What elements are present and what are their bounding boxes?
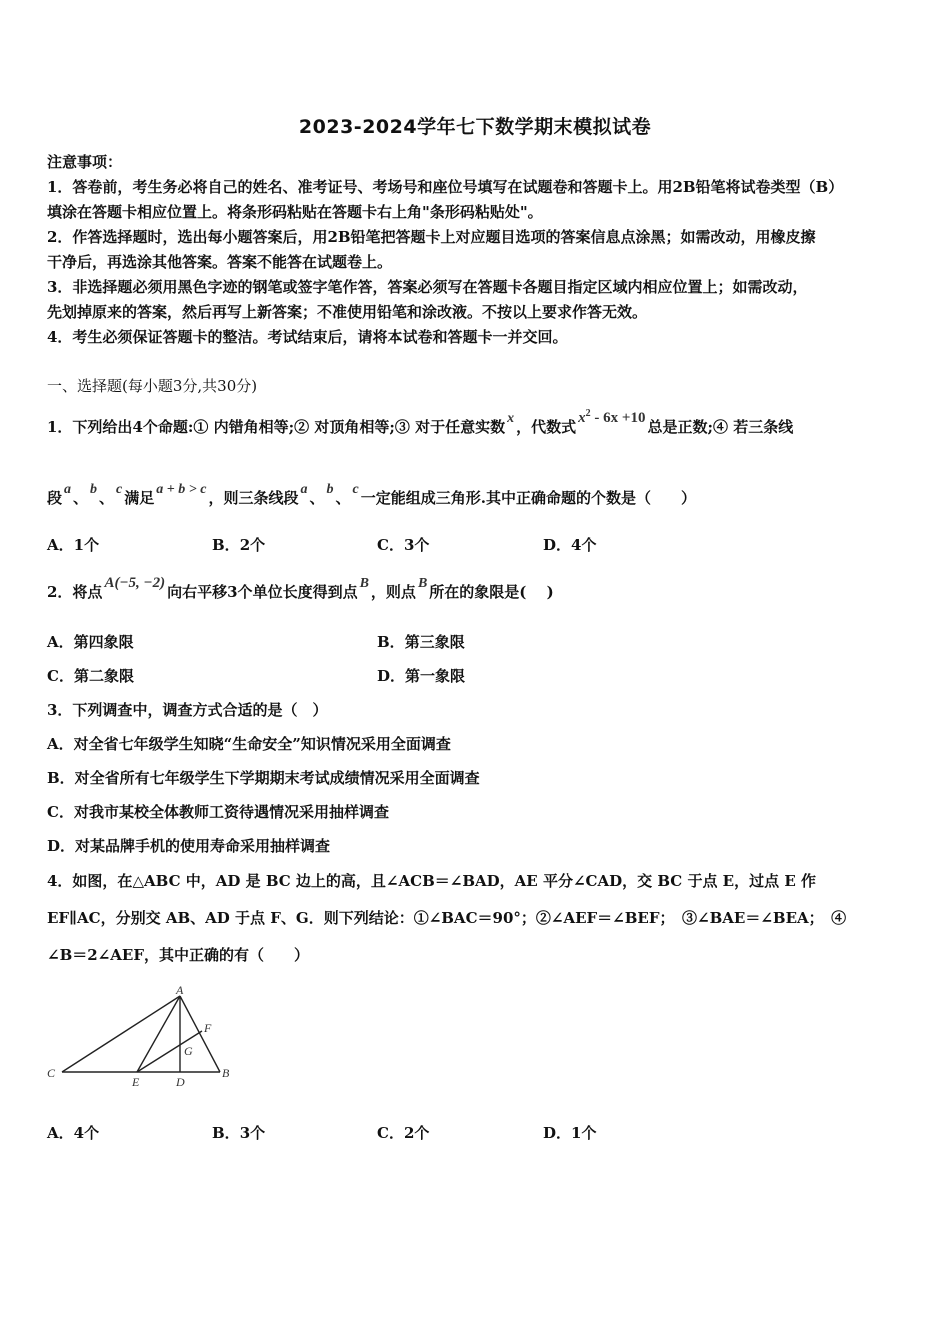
q2-text-1: 2．将点 xyxy=(47,583,103,601)
q3-option-d[interactable]: D．对某品牌手机的使用寿命采用抽样调查 xyxy=(47,837,331,855)
q2-point-a: A(−5, −2) xyxy=(104,575,166,591)
q1-sep: 、 xyxy=(309,489,325,507)
q1-expression: $x^2 - 6x +10$ xyxy=(578,408,646,426)
q1-var-c: c xyxy=(352,482,359,497)
q2-text-3: ，则点 xyxy=(370,583,416,601)
section-heading: 一、选择题(每小题3分,共30分) xyxy=(47,377,258,395)
label-f: F xyxy=(204,1021,212,1035)
q1-var-b: b xyxy=(90,482,98,497)
q1-text-4: 段 xyxy=(47,489,63,507)
q2-option-d[interactable]: D．第一象限 xyxy=(377,667,466,685)
q2-option-c[interactable]: C．第二象限 xyxy=(47,667,134,685)
notice-heading: 注意事项： xyxy=(47,153,123,171)
q2-point-b: B xyxy=(359,576,369,591)
q1-var-c: c xyxy=(116,482,123,497)
notice-line-5: 3．非选择题必须用黑色字迹的钢笔或签字笔作答，答案必须写在答题卡各题目指定区域内相应位置上；如需改动， xyxy=(47,278,808,296)
q3-option-a[interactable]: A．对全省七年级学生知晓“生命安全”知识情况采用全面调查 xyxy=(47,735,451,753)
q1-text-5: 满足 xyxy=(124,489,155,507)
label-g: G xyxy=(184,1044,193,1058)
q2-line xyxy=(47,575,554,604)
q4-line-3: ∠B＝2∠AEF，其中正确的有（ ） xyxy=(47,946,309,964)
q3-option-b[interactable]: B．对全省所有七年级学生下学期期末考试成绩情况采用全面调查 xyxy=(47,769,480,787)
notice-line-2: 填涂在答题卡相应位置上。将条形码粘贴在答题卡右上角"条形码粘贴处"。 xyxy=(47,203,543,221)
q4-line-1: 4．如图，在△ABC 中，AD 是 BC 边上的高，且∠ACB＝∠BAD，AE 平分∠CAD，交 BC 于点 E，过点 E 作 xyxy=(47,872,816,890)
q1-condition: a + b > c xyxy=(156,482,207,497)
q2-option-b[interactable]: B．第三象限 xyxy=(377,633,465,651)
q4-option-a[interactable]: A．4个 xyxy=(47,1124,100,1142)
q1-text-6: ，则三条线段 xyxy=(208,489,299,507)
segment-ae xyxy=(137,996,180,1072)
q2-text-2: 向右平移3个单位长度得到点 xyxy=(167,583,358,601)
q2-point-b: B xyxy=(417,576,428,591)
segment-ca xyxy=(62,996,180,1072)
q1-line-2 xyxy=(47,482,696,510)
q4-option-d[interactable]: D．1个 xyxy=(543,1124,597,1142)
label-a: A xyxy=(176,985,184,997)
segment-ab xyxy=(180,996,220,1072)
q4-option-b[interactable]: B．3个 xyxy=(212,1124,266,1142)
q4-option-c[interactable]: C．2个 xyxy=(377,1124,430,1142)
notice-line-7: 4．考生必须保证答题卡的整洁。考试结束后，请将本试卷和答题卡一并交回。 xyxy=(47,328,568,346)
q1-text-1: 1．下列给出4个命题:① 内错角相等;② 对顶角相等;③ 对于任意实数 xyxy=(47,418,506,436)
q2-text-4: 所在的象限是( ) xyxy=(429,583,554,601)
notice-line-4: 干净后，再选涂其他答案。答案不能答在试题卷上。 xyxy=(47,253,393,271)
label-b: B xyxy=(222,1066,230,1080)
notice-line-1: 1．答卷前，考生务必将自己的姓名、准考证号、考场号和座位号填写在试题卷和答题卡上。用2B铅笔将试卷类型（B） xyxy=(47,178,844,196)
q1-var-a: a xyxy=(64,482,72,497)
label-d: D xyxy=(176,1075,185,1089)
q1-var-a: a xyxy=(300,482,308,497)
label-e: E xyxy=(132,1075,140,1089)
q1-option-b[interactable]: B．2个 xyxy=(212,536,266,554)
notice-line-3: 2．作答选择题时，选出每小题答案后，用2B铅笔把答题卡上对应题目选项的答案信息点涂黑；如需改动，用橡皮擦 xyxy=(47,228,816,246)
q1-sep: 、 xyxy=(73,489,89,507)
q1-option-c[interactable]: C．3个 xyxy=(377,536,430,554)
q1-line-1 xyxy=(47,408,794,439)
notice-line-6: 先划掉原来的答案，然后再写上新答案；不准使用铅笔和涂改液。不按以上要求作答无效。 xyxy=(47,303,648,321)
label-c: C xyxy=(47,1066,56,1080)
q4-line-2: EF∥AC，分别交 AB、AD 于点 F、G．则下列结论：①∠BAC＝90°；②∠AEF＝∠BEF； ③∠BAE＝∠BEA； ④ xyxy=(47,909,847,927)
q1-text-7: 一定能组成三角形.其中正确命题的个数是（ ） xyxy=(360,489,696,507)
q2-option-a[interactable]: A．第四象限 xyxy=(47,633,134,651)
q1-option-a[interactable]: A．1个 xyxy=(47,536,100,554)
page-title: 2023-2024学年七下数学期末模拟试卷 xyxy=(298,116,652,138)
q3-option-c[interactable]: C．对我市某校全体教师工资待遇情况采用抽样调查 xyxy=(47,803,389,821)
q1-text-3: 总是正数;④ 若三条线 xyxy=(647,418,794,436)
q1-text-2: ，代数式 xyxy=(516,418,577,436)
q1-var-b: b xyxy=(326,482,334,497)
q1-sep: 、 xyxy=(335,489,351,507)
q1-sep: 、 xyxy=(99,489,115,507)
q4-triangle-figure xyxy=(40,985,250,1095)
q1-var-x: x xyxy=(507,411,515,426)
q1-option-d[interactable]: D．4个 xyxy=(543,536,597,554)
q3-stem: 3．下列调查中，调查方式合适的是（ ） xyxy=(47,701,328,719)
